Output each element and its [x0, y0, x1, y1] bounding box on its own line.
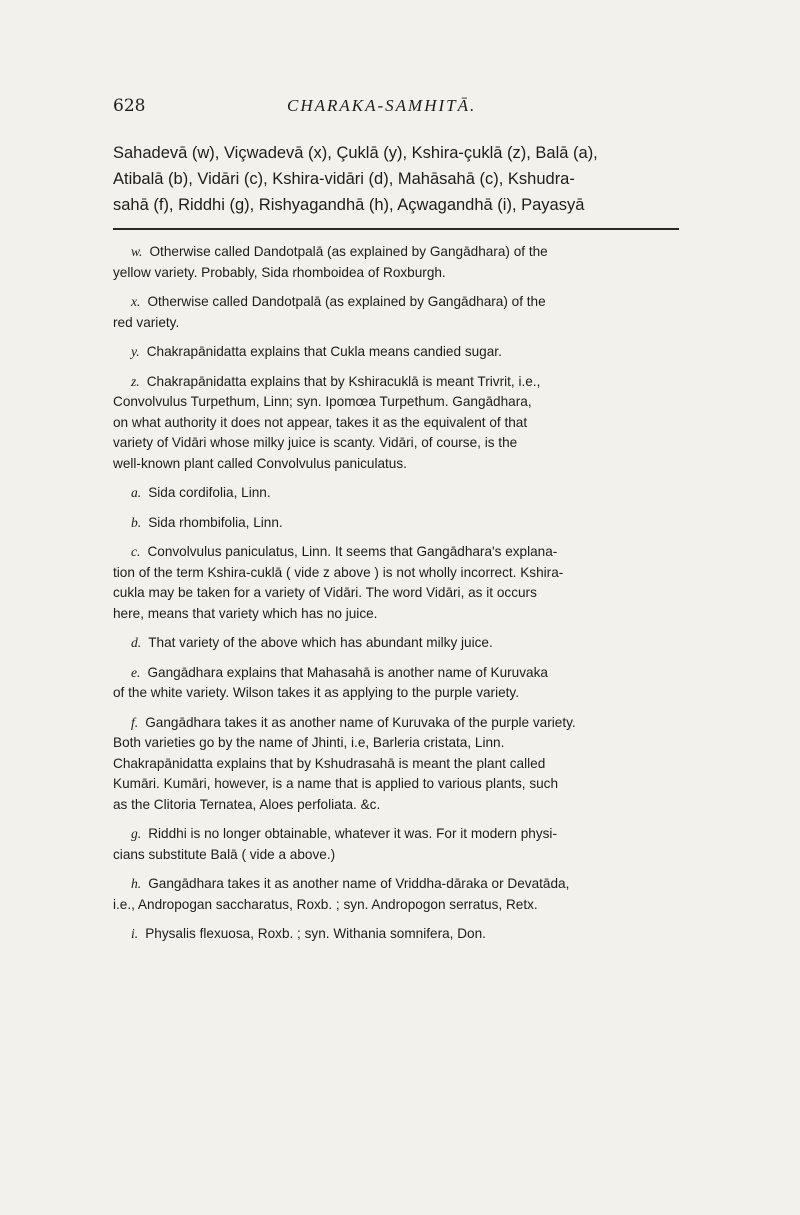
- footnote-divider: [113, 228, 679, 230]
- footnote-line: [113, 713, 679, 734]
- footnote-line: Kumāri. Kumāri, however, is a name that is applied to various plants, such: [113, 776, 559, 791]
- footnote: [113, 924, 679, 945]
- footnote-line: on what authority it does not appear, takes it as the equivalent of that: [113, 414, 528, 430]
- footnote-line: [113, 372, 679, 393]
- main-text-line: Sahadevā (w), Viçwadevā (x), Çuklā (y), Kshira-çuklā (z), Balā (a),: [113, 144, 598, 162]
- footnote: [113, 372, 679, 475]
- footnote-text: Physalis flexuosa, Roxb. ; syn. Withania somnifera, Don.: [145, 926, 486, 941]
- footnote-text: Chakrapānidatta explains that Cukla means candied sugar.: [146, 344, 502, 359]
- footnote-marker: d.: [131, 635, 142, 650]
- footnote-line: variety of Vidāri whose milky juice is scanty. Vidāri, of course, is the: [113, 435, 518, 450]
- footnote-line: red variety.: [113, 314, 180, 330]
- footnote: [113, 292, 679, 333]
- footnote-marker: i.: [131, 926, 139, 941]
- footnote-marker: y.: [131, 344, 140, 359]
- footnote-line: Both varieties go by the name of Jhinti, i.e, Barleria cristata, Linn.: [113, 735, 505, 750]
- footnote-marker: z.: [131, 373, 140, 389]
- footnote-line: [113, 824, 679, 845]
- footnote-line: tion of the term Kshira-cuklā ( vide z above ) is not wholly incorrect. Kshira-: [113, 564, 564, 580]
- footnote-line: [113, 663, 679, 684]
- footnote-marker: e.: [131, 664, 141, 680]
- footnote-line: [113, 542, 679, 563]
- footnote-line: Convolvulus Turpethum, Linn; syn. Ipomœa Turpethum. Gangādhara,: [113, 394, 532, 409]
- page-number: 628: [113, 96, 146, 116]
- footnote-line: cukla may be taken for a variety of Vidāri. The word Vidāri, as it occurs: [113, 585, 537, 600]
- footnotes: [113, 242, 679, 954]
- footnote-line: i.e., Andropogan saccharatus, Roxb. ; syn. Andropogon serratus, Retx.: [113, 896, 538, 912]
- footnote-line: well-known plant called Convolvulus paniculatus.: [113, 455, 407, 471]
- footnote: [113, 542, 679, 624]
- footnote-text: Riddhi is no longer obtainable, whatever it was. For it modern physi-: [148, 826, 557, 841]
- running-title: CHARAKA-SAMHITĀ.: [287, 96, 477, 115]
- footnote-marker: c.: [131, 544, 141, 559]
- footnote: [113, 483, 679, 504]
- footnote-text: That variety of the above which has abundant milky juice.: [148, 635, 493, 650]
- footnote: [113, 874, 679, 915]
- footnote-line: as the Clitoria Ternatea, Aloes perfoliata. &c.: [113, 796, 381, 812]
- footnote-marker: h.: [131, 876, 142, 891]
- footnote: [113, 513, 679, 534]
- footnote-text: Gangādhara takes it as another name of Kuruvaka of the purple variety.: [145, 714, 576, 730]
- footnote: [113, 342, 679, 363]
- footnote-text: Chakrapānidatta explains that by Kshiracuklā is meant Trivrit, i.e.,: [146, 373, 541, 389]
- footnote: [113, 824, 679, 865]
- footnote-marker: g.: [131, 826, 142, 841]
- footnote-marker: a.: [131, 485, 142, 500]
- footnote-marker: b.: [131, 514, 142, 530]
- footnote: [113, 713, 679, 816]
- footnote-text: Otherwise called Dandotpalā (as explained by Gangādhara) of the: [147, 294, 546, 309]
- footnote-line: [113, 874, 679, 895]
- footnote-line: yellow variety. Probably, Sida rhomboidea of Roxburgh.: [113, 264, 446, 280]
- footnote-line: of the white variety. Wilson takes it as applying to the purple variety.: [113, 685, 519, 700]
- footnote-text: Sida rhombifolia, Linn.: [148, 514, 283, 530]
- footnote: [113, 663, 679, 704]
- footnote-text: Gangādhara explains that Mahasahā is another name of Kuruvaka: [147, 664, 548, 680]
- footnote-line: [113, 292, 679, 313]
- footnote-line: [113, 342, 679, 363]
- footnote-marker: x.: [131, 294, 141, 309]
- page-header: [113, 96, 693, 120]
- footnote-marker: w.: [131, 244, 143, 259]
- footnote-line: [113, 633, 679, 654]
- footnote: [113, 242, 679, 283]
- footnote-line: [113, 513, 679, 534]
- footnote-line: [113, 483, 679, 504]
- footnote: [113, 633, 679, 654]
- main-text-line: sahā (f), Riddhi (g), Rishyagandhā (h), Açwagandhā (i), Payasyā: [113, 196, 585, 214]
- main-text-line: Atibalā (b), Vidāri (c), Kshira-vidāri (d), Mahāsahā (c), Kshudra-: [113, 170, 575, 188]
- footnote-line: cians substitute Balā ( vide a above.): [113, 846, 336, 862]
- footnote-text: Sida cordifolia, Linn.: [148, 485, 271, 500]
- footnote-line: [113, 242, 679, 263]
- main-text-block: [113, 140, 679, 218]
- footnote-text: Gangādhara takes it as another name of Vriddha-dāraka or Devatāda,: [148, 876, 570, 891]
- footnote-line: here, means that variety which has no juice.: [113, 605, 378, 621]
- footnote-line: [113, 924, 679, 945]
- footnote-marker: f.: [131, 714, 139, 730]
- footnote-text: Convolvulus paniculatus, Linn. It seems that Gangādhara's explana-: [147, 544, 558, 559]
- footnote-text: Otherwise called Dandotpalā (as explained by Gangādhara) of the: [149, 244, 548, 259]
- footnote-line: Chakrapānidatta explains that by Kshudrasahā is meant the plant called: [113, 755, 546, 771]
